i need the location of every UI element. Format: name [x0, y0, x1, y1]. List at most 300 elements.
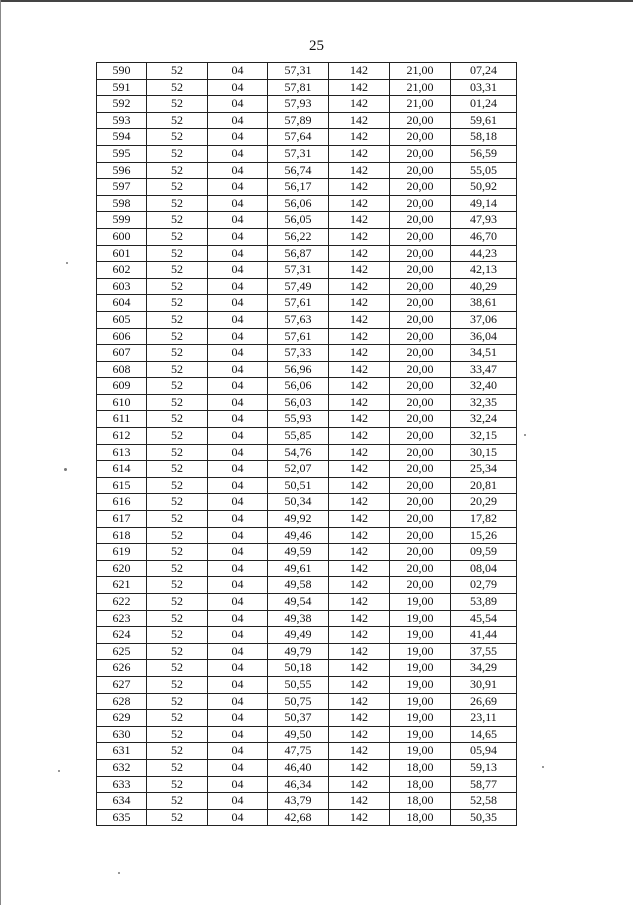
table-cell: 606 — [97, 328, 147, 345]
table-cell: 20,00 — [390, 511, 451, 528]
table-cell: 04 — [208, 228, 268, 245]
table-cell: 590 — [97, 63, 147, 80]
table-row — [97, 378, 517, 395]
table-cell: 628 — [97, 693, 147, 710]
table-cell: 32,35 — [451, 394, 517, 411]
table-cell: 04 — [208, 63, 268, 80]
table-cell: 04 — [208, 262, 268, 279]
scan-top-edge — [0, 0, 633, 2]
table-row — [97, 394, 517, 411]
table-body — [97, 63, 517, 826]
table-cell: 07,24 — [451, 63, 517, 80]
table-cell: 57,31 — [268, 63, 329, 80]
table-cell: 45,54 — [451, 610, 517, 627]
table-cell: 19,00 — [390, 610, 451, 627]
table-cell: 605 — [97, 311, 147, 328]
table-cell: 142 — [329, 527, 390, 544]
table-cell: 619 — [97, 544, 147, 561]
table-row — [97, 776, 517, 793]
table-cell: 46,70 — [451, 228, 517, 245]
table-row — [97, 594, 517, 611]
table-cell: 52 — [147, 311, 208, 328]
table-cell: 142 — [329, 378, 390, 395]
table-cell: 04 — [208, 212, 268, 229]
table-cell: 04 — [208, 311, 268, 328]
table-cell: 55,85 — [268, 428, 329, 445]
table-cell: 49,46 — [268, 527, 329, 544]
scan-speck — [542, 766, 544, 768]
table-cell: 52 — [147, 129, 208, 146]
table-cell: 19,00 — [390, 726, 451, 743]
table-cell: 50,18 — [268, 660, 329, 677]
table-cell: 49,79 — [268, 643, 329, 660]
table-cell: 52 — [147, 710, 208, 727]
table-row — [97, 610, 517, 627]
table-row — [97, 577, 517, 594]
table-cell: 614 — [97, 461, 147, 478]
table-cell: 20,00 — [390, 145, 451, 162]
table-cell: 20,00 — [390, 577, 451, 594]
table-cell: 32,15 — [451, 428, 517, 445]
table-row — [97, 328, 517, 345]
table-cell: 52 — [147, 461, 208, 478]
table-cell: 52 — [147, 394, 208, 411]
table-cell: 04 — [208, 378, 268, 395]
table-cell: 44,23 — [451, 245, 517, 262]
table-cell: 04 — [208, 345, 268, 362]
table-cell: 56,03 — [268, 394, 329, 411]
scan-speck — [66, 262, 68, 264]
table-cell: 04 — [208, 643, 268, 660]
table-cell: 18,00 — [390, 809, 451, 826]
table-cell: 26,69 — [451, 693, 517, 710]
table-row — [97, 461, 517, 478]
table-cell: 20,00 — [390, 295, 451, 312]
table-cell: 09,59 — [451, 544, 517, 561]
table-row — [97, 627, 517, 644]
table-cell: 52 — [147, 96, 208, 113]
table-cell: 20,00 — [390, 112, 451, 129]
table-cell: 142 — [329, 278, 390, 295]
table-cell: 625 — [97, 643, 147, 660]
table-cell: 46,34 — [268, 776, 329, 793]
table-cell: 142 — [329, 793, 390, 810]
table-row — [97, 444, 517, 461]
table-cell: 04 — [208, 361, 268, 378]
table-cell: 20,00 — [390, 195, 451, 212]
table-cell: 50,55 — [268, 676, 329, 693]
table-cell: 47,75 — [268, 743, 329, 760]
table-cell: 142 — [329, 710, 390, 727]
table-cell: 592 — [97, 96, 147, 113]
table-cell: 34,29 — [451, 660, 517, 677]
table-cell: 21,00 — [390, 63, 451, 80]
table-cell: 20,00 — [390, 411, 451, 428]
table-cell: 50,34 — [268, 494, 329, 511]
table-cell: 37,06 — [451, 311, 517, 328]
table-cell: 57,63 — [268, 311, 329, 328]
table-row — [97, 494, 517, 511]
table-cell: 607 — [97, 345, 147, 362]
table-cell: 142 — [329, 594, 390, 611]
table-cell: 593 — [97, 112, 147, 129]
table-cell: 30,91 — [451, 676, 517, 693]
table-cell: 142 — [329, 560, 390, 577]
table-row — [97, 726, 517, 743]
table-cell: 08,04 — [451, 560, 517, 577]
table-cell: 04 — [208, 527, 268, 544]
table-cell: 142 — [329, 228, 390, 245]
table-cell: 04 — [208, 328, 268, 345]
table-row — [97, 345, 517, 362]
table-cell: 56,87 — [268, 245, 329, 262]
table-cell: 33,47 — [451, 361, 517, 378]
table-cell: 615 — [97, 477, 147, 494]
table-cell: 52 — [147, 660, 208, 677]
coordinates-table — [96, 62, 517, 826]
table-cell: 142 — [329, 494, 390, 511]
table-cell: 20,00 — [390, 311, 451, 328]
table-cell: 20,00 — [390, 162, 451, 179]
table-cell: 38,61 — [451, 295, 517, 312]
table-cell: 142 — [329, 195, 390, 212]
table-cell: 620 — [97, 560, 147, 577]
table-cell: 04 — [208, 660, 268, 677]
table-cell: 56,22 — [268, 228, 329, 245]
table-cell: 20,00 — [390, 361, 451, 378]
table-cell: 52 — [147, 527, 208, 544]
table-cell: 23,11 — [451, 710, 517, 727]
table-cell: 04 — [208, 428, 268, 445]
table-cell: 142 — [329, 676, 390, 693]
table-cell: 20,00 — [390, 428, 451, 445]
table-cell: 04 — [208, 494, 268, 511]
table-row — [97, 129, 517, 146]
table-cell: 142 — [329, 643, 390, 660]
table-cell: 49,14 — [451, 195, 517, 212]
table-cell: 04 — [208, 295, 268, 312]
table-cell: 52 — [147, 643, 208, 660]
table-cell: 591 — [97, 79, 147, 96]
table-cell: 52 — [147, 759, 208, 776]
table-cell: 32,40 — [451, 378, 517, 395]
table-cell: 142 — [329, 809, 390, 826]
table-cell: 58,77 — [451, 776, 517, 793]
table-cell: 04 — [208, 179, 268, 196]
table-cell: 04 — [208, 676, 268, 693]
table-cell: 20,00 — [390, 212, 451, 229]
table-cell: 57,61 — [268, 328, 329, 345]
table-cell: 142 — [329, 394, 390, 411]
table-row — [97, 693, 517, 710]
table-cell: 611 — [97, 411, 147, 428]
table-cell: 52 — [147, 627, 208, 644]
table-row — [97, 112, 517, 129]
table-cell: 52 — [147, 262, 208, 279]
table-cell: 57,81 — [268, 79, 329, 96]
table-cell: 142 — [329, 461, 390, 478]
table-cell: 19,00 — [390, 660, 451, 677]
table-cell: 02,79 — [451, 577, 517, 594]
table-cell: 142 — [329, 660, 390, 677]
table-cell: 142 — [329, 511, 390, 528]
table-cell: 52 — [147, 544, 208, 561]
table-cell: 04 — [208, 627, 268, 644]
table-row — [97, 527, 517, 544]
table-cell: 633 — [97, 776, 147, 793]
scan-speck — [58, 770, 60, 772]
table-cell: 142 — [329, 79, 390, 96]
table-cell: 603 — [97, 278, 147, 295]
table-cell: 04 — [208, 793, 268, 810]
table-cell: 42,68 — [268, 809, 329, 826]
table-row — [97, 145, 517, 162]
table-cell: 20,00 — [390, 461, 451, 478]
table-cell: 594 — [97, 129, 147, 146]
table-row — [97, 361, 517, 378]
table-cell: 52 — [147, 577, 208, 594]
table-cell: 622 — [97, 594, 147, 611]
table-cell: 142 — [329, 627, 390, 644]
table-cell: 04 — [208, 461, 268, 478]
page-number: 25 — [309, 38, 324, 54]
table-cell: 21,00 — [390, 96, 451, 113]
table-cell: 618 — [97, 527, 147, 544]
table-row — [97, 759, 517, 776]
table-cell: 57,31 — [268, 145, 329, 162]
table-cell: 608 — [97, 361, 147, 378]
table-row — [97, 809, 517, 826]
table-cell: 20,00 — [390, 228, 451, 245]
table-cell: 15,26 — [451, 527, 517, 544]
table-row — [97, 676, 517, 693]
table-cell: 04 — [208, 759, 268, 776]
table-cell: 142 — [329, 245, 390, 262]
table-cell: 20,81 — [451, 477, 517, 494]
table-cell: 142 — [329, 345, 390, 362]
scan-speck — [524, 434, 526, 436]
table-cell: 19,00 — [390, 710, 451, 727]
table-cell: 52,58 — [451, 793, 517, 810]
table-row — [97, 311, 517, 328]
table-cell: 52 — [147, 594, 208, 611]
table-cell: 599 — [97, 212, 147, 229]
table-cell: 20,00 — [390, 278, 451, 295]
table-cell: 20,00 — [390, 444, 451, 461]
table-cell: 142 — [329, 477, 390, 494]
table-cell: 142 — [329, 411, 390, 428]
table-cell: 21,00 — [390, 79, 451, 96]
table-cell: 50,92 — [451, 179, 517, 196]
table-row — [97, 228, 517, 245]
table-row — [97, 477, 517, 494]
table-cell: 142 — [329, 162, 390, 179]
table-cell: 42,13 — [451, 262, 517, 279]
table-cell: 20,00 — [390, 560, 451, 577]
table-row — [97, 179, 517, 196]
table-cell: 142 — [329, 361, 390, 378]
table-cell: 631 — [97, 743, 147, 760]
table-row — [97, 63, 517, 80]
table-cell: 04 — [208, 96, 268, 113]
table-cell: 17,82 — [451, 511, 517, 528]
table-cell: 142 — [329, 544, 390, 561]
table-cell: 56,05 — [268, 212, 329, 229]
table-cell: 52 — [147, 179, 208, 196]
table-cell: 49,50 — [268, 726, 329, 743]
table-cell: 04 — [208, 278, 268, 295]
table-cell: 04 — [208, 594, 268, 611]
table-cell: 52 — [147, 212, 208, 229]
table-row — [97, 262, 517, 279]
table-cell: 142 — [329, 428, 390, 445]
table-cell: 52 — [147, 328, 208, 345]
table-cell: 602 — [97, 262, 147, 279]
table-cell: 142 — [329, 577, 390, 594]
table-cell: 57,93 — [268, 96, 329, 113]
table-row — [97, 162, 517, 179]
table-cell: 142 — [329, 444, 390, 461]
table-cell: 52 — [147, 494, 208, 511]
table-row — [97, 212, 517, 229]
table-cell: 52 — [147, 295, 208, 312]
table-cell: 624 — [97, 627, 147, 644]
table-cell: 52 — [147, 776, 208, 793]
table-cell: 142 — [329, 726, 390, 743]
table-cell: 604 — [97, 295, 147, 312]
table-cell: 52 — [147, 560, 208, 577]
table-cell: 52 — [147, 228, 208, 245]
table-cell: 49,59 — [268, 544, 329, 561]
table-cell: 52 — [147, 79, 208, 96]
table-cell: 04 — [208, 726, 268, 743]
table-cell: 49,49 — [268, 627, 329, 644]
table-cell: 56,59 — [451, 145, 517, 162]
table-cell: 50,37 — [268, 710, 329, 727]
table-cell: 50,35 — [451, 809, 517, 826]
table-row — [97, 245, 517, 262]
table-cell: 20,00 — [390, 527, 451, 544]
table-cell: 58,18 — [451, 129, 517, 146]
table-cell: 52 — [147, 195, 208, 212]
table-cell: 142 — [329, 759, 390, 776]
table-cell: 25,34 — [451, 461, 517, 478]
table-cell: 04 — [208, 776, 268, 793]
table-cell: 57,64 — [268, 129, 329, 146]
table-cell: 57,31 — [268, 262, 329, 279]
table-cell: 627 — [97, 676, 147, 693]
table-cell: 142 — [329, 776, 390, 793]
table-cell: 04 — [208, 444, 268, 461]
scan-left-edge — [0, 0, 1, 905]
table-cell: 613 — [97, 444, 147, 461]
table-cell: 52 — [147, 444, 208, 461]
table-cell: 56,06 — [268, 195, 329, 212]
table-cell: 49,38 — [268, 610, 329, 627]
table-row — [97, 710, 517, 727]
table-cell: 19,00 — [390, 743, 451, 760]
table-cell: 04 — [208, 511, 268, 528]
table-cell: 142 — [329, 179, 390, 196]
table-cell: 52 — [147, 743, 208, 760]
table-cell: 18,00 — [390, 776, 451, 793]
table-cell: 05,94 — [451, 743, 517, 760]
table-cell: 04 — [208, 129, 268, 146]
table-cell: 04 — [208, 477, 268, 494]
table-row — [97, 544, 517, 561]
table-cell: 49,54 — [268, 594, 329, 611]
table-cell: 20,00 — [390, 378, 451, 395]
table-cell: 626 — [97, 660, 147, 677]
table-cell: 601 — [97, 245, 147, 262]
table-cell: 142 — [329, 262, 390, 279]
table-cell: 52 — [147, 676, 208, 693]
table-cell: 617 — [97, 511, 147, 528]
table-cell: 34,51 — [451, 345, 517, 362]
scan-speck — [64, 468, 67, 471]
table-row — [97, 79, 517, 96]
table-cell: 595 — [97, 145, 147, 162]
table-cell: 52 — [147, 345, 208, 362]
table-cell: 30,15 — [451, 444, 517, 461]
table-cell: 19,00 — [390, 676, 451, 693]
table-cell: 142 — [329, 129, 390, 146]
table-cell: 20,00 — [390, 328, 451, 345]
table-cell: 610 — [97, 394, 147, 411]
table-row — [97, 278, 517, 295]
table-cell: 04 — [208, 577, 268, 594]
table-cell: 56,74 — [268, 162, 329, 179]
table-cell: 635 — [97, 809, 147, 826]
table-cell: 52 — [147, 477, 208, 494]
table-cell: 142 — [329, 212, 390, 229]
table-cell: 52 — [147, 112, 208, 129]
table-cell: 49,61 — [268, 560, 329, 577]
table-cell: 52 — [147, 809, 208, 826]
table-cell: 04 — [208, 195, 268, 212]
table-cell: 20,00 — [390, 494, 451, 511]
table-cell: 04 — [208, 411, 268, 428]
table-cell: 52 — [147, 63, 208, 80]
table-cell: 20,00 — [390, 345, 451, 362]
table-cell: 14,65 — [451, 726, 517, 743]
table-cell: 49,92 — [268, 511, 329, 528]
table-row — [97, 793, 517, 810]
table-cell: 57,33 — [268, 345, 329, 362]
table-cell: 37,55 — [451, 643, 517, 660]
table-cell: 629 — [97, 710, 147, 727]
table-cell: 52 — [147, 245, 208, 262]
table-cell: 36,04 — [451, 328, 517, 345]
table-cell: 04 — [208, 710, 268, 727]
table-cell: 142 — [329, 96, 390, 113]
table-cell: 598 — [97, 195, 147, 212]
table-cell: 04 — [208, 394, 268, 411]
table-cell: 142 — [329, 63, 390, 80]
table-row — [97, 195, 517, 212]
table-cell: 19,00 — [390, 594, 451, 611]
table-cell: 59,61 — [451, 112, 517, 129]
table-cell: 612 — [97, 428, 147, 445]
table-cell: 19,00 — [390, 627, 451, 644]
table-cell: 142 — [329, 743, 390, 760]
table-cell: 142 — [329, 145, 390, 162]
table-cell: 616 — [97, 494, 147, 511]
table-row — [97, 560, 517, 577]
table-row — [97, 428, 517, 445]
table-row — [97, 660, 517, 677]
table-cell: 40,29 — [451, 278, 517, 295]
